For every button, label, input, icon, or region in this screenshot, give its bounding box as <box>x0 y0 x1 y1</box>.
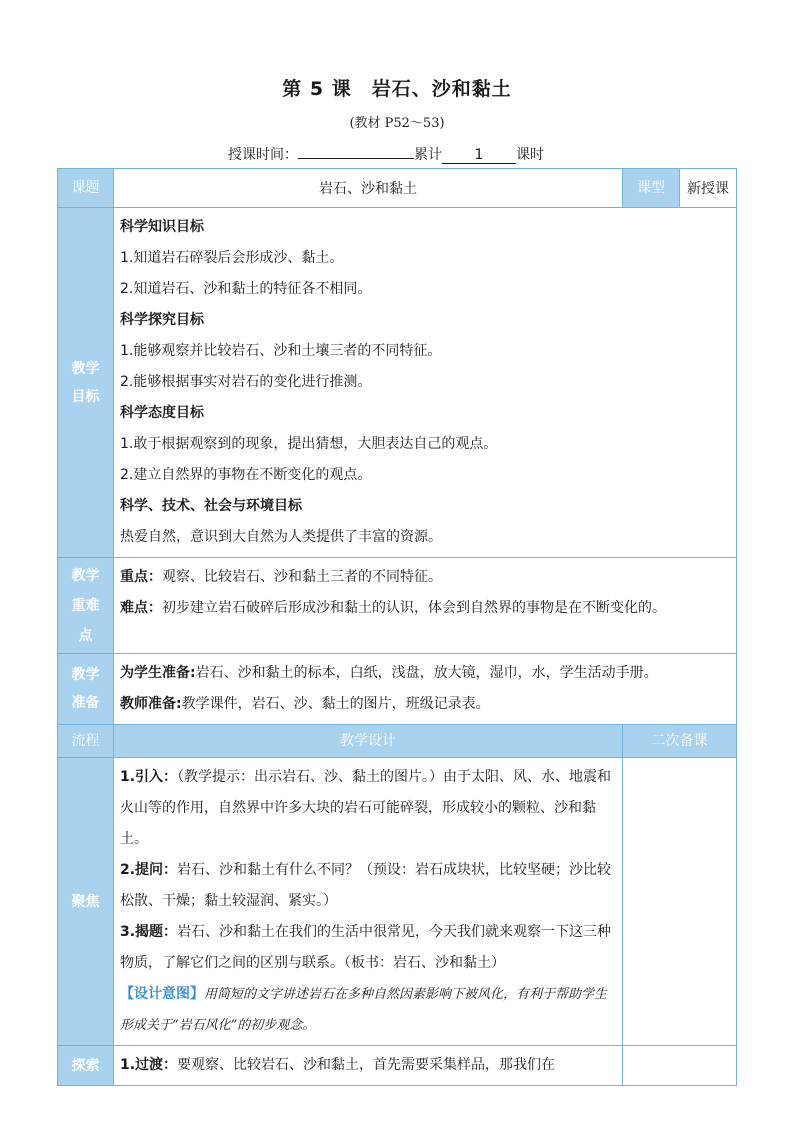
row-explore <box>58 1046 737 1086</box>
label-type: 课型 <box>623 169 680 208</box>
time-label: 授课时间： <box>228 147 298 163</box>
goal-item: 2.知道岩石、沙和黏土的特征各不相同。 <box>120 281 372 297</box>
goal-item: 1.知道岩石碎裂后会形成沙、黏土。 <box>120 250 344 266</box>
textbook-pages: (教材 P52～53) <box>349 116 445 131</box>
row-goals <box>58 208 737 558</box>
row-key-points <box>58 558 737 654</box>
student-prep: 为学生准备:岩石、沙和黏土的标本，白纸，浅盘，放大镜，湿巾，水，学生活动手册。 <box>120 665 658 681</box>
difficult-point: 难点：初步建立岩石破碎后形成沙和黏土的认识，体会到自然界的事物是在不断变化的。 <box>120 600 666 616</box>
goal-item: 1.能够观察并比较岩石、沙和土壤三者的不同特征。 <box>120 343 442 359</box>
explore-second-prep <box>623 1046 737 1086</box>
goal-heading: 科学、技术、社会与环境目标 <box>120 498 302 514</box>
teacher-prep: 教师准备:教学课件，岩石、沙、黏土的图片，班级记录表。 <box>120 696 490 712</box>
label-topic: 课题 <box>58 169 114 208</box>
goal-item: 热爱自然，意识到大自然为人类提供了丰富的资源。 <box>120 529 442 545</box>
label-preparation: 教学准备 <box>58 654 114 725</box>
explore-transition: 1.过渡：要观察、比较岩石、沙和黏土，首先需要采集样品，那我们在 <box>120 1057 556 1073</box>
focus-topic: 3.揭题：岩石、沙和黏土在我们的生活中很常见，今天我们就来观察一下这三种物质，了解它们之间的区别与联系。（板书：岩石、沙和黏土） <box>120 924 612 971</box>
lesson-meta <box>228 144 544 164</box>
row-topic <box>58 169 737 208</box>
row-preparation <box>58 654 737 725</box>
row-flow-header <box>58 725 737 758</box>
label-explore: 探索 <box>58 1046 114 1086</box>
focus-second-prep <box>623 758 737 1046</box>
goal-item: 1.敢于根据观察到的现象，提出猜想，大胆表达自己的观点。 <box>120 436 498 452</box>
topic-value: 岩石、沙和黏土 <box>114 169 623 208</box>
label-flow: 流程 <box>58 725 114 758</box>
goal-heading: 科学态度目标 <box>120 405 204 421</box>
goal-heading: 科学探究目标 <box>120 312 204 328</box>
focus-question: 2.提问：岩石、沙和黏土有什么不同？（预设：岩石成块状，比较坚硬；沙比较松散、干燥；黏土较湿润、紧实。） <box>120 862 612 909</box>
key-point: 重点：观察、比较岩石、沙和黏土三者的不同特征。 <box>120 569 442 585</box>
label-key-points: 教学重难点 <box>58 558 114 654</box>
label-second-prep: 二次备课 <box>623 725 737 758</box>
goals-content <box>114 208 737 558</box>
focus-content <box>114 758 623 1046</box>
label-goals: 教学目标 <box>58 208 114 558</box>
unit-label: 课时 <box>516 147 544 163</box>
preparation-content <box>114 654 737 725</box>
row-focus <box>58 758 737 1046</box>
time-blank <box>298 144 414 159</box>
goal-heading: 科学知识目标 <box>120 219 204 235</box>
goal-item: 2.建立自然界的事物在不断变化的观点。 <box>120 467 372 483</box>
type-value: 新授课 <box>680 169 737 208</box>
goal-item: 2.能够根据事实对岩石的变化进行推测。 <box>120 374 372 390</box>
lesson-plan-table <box>57 168 737 1086</box>
label-design: 教学设计 <box>114 725 623 758</box>
label-focus: 聚焦 <box>58 758 114 1046</box>
key-points-content <box>114 558 737 654</box>
design-intent: 【设计意图】用简短的文字讲述岩石在多种自然因素影响下被风化，有利于帮助学生形成关于“岩石风化”的初步观念。 <box>120 986 608 1033</box>
lesson-title: 第 5 课 岩石、沙和黏土 <box>282 78 512 100</box>
total-value: 1 <box>442 147 516 164</box>
explore-content <box>114 1046 623 1086</box>
focus-intro: 1.引入：（教学提示：出示岩石、沙、黏土的图片。）由于太阳、风、水、地震和火山等的作用，自然界中许多大块的岩石可能碎裂，形成较小的颗粒、沙和黏土。 <box>120 769 612 847</box>
total-label: 累计 <box>414 147 442 163</box>
